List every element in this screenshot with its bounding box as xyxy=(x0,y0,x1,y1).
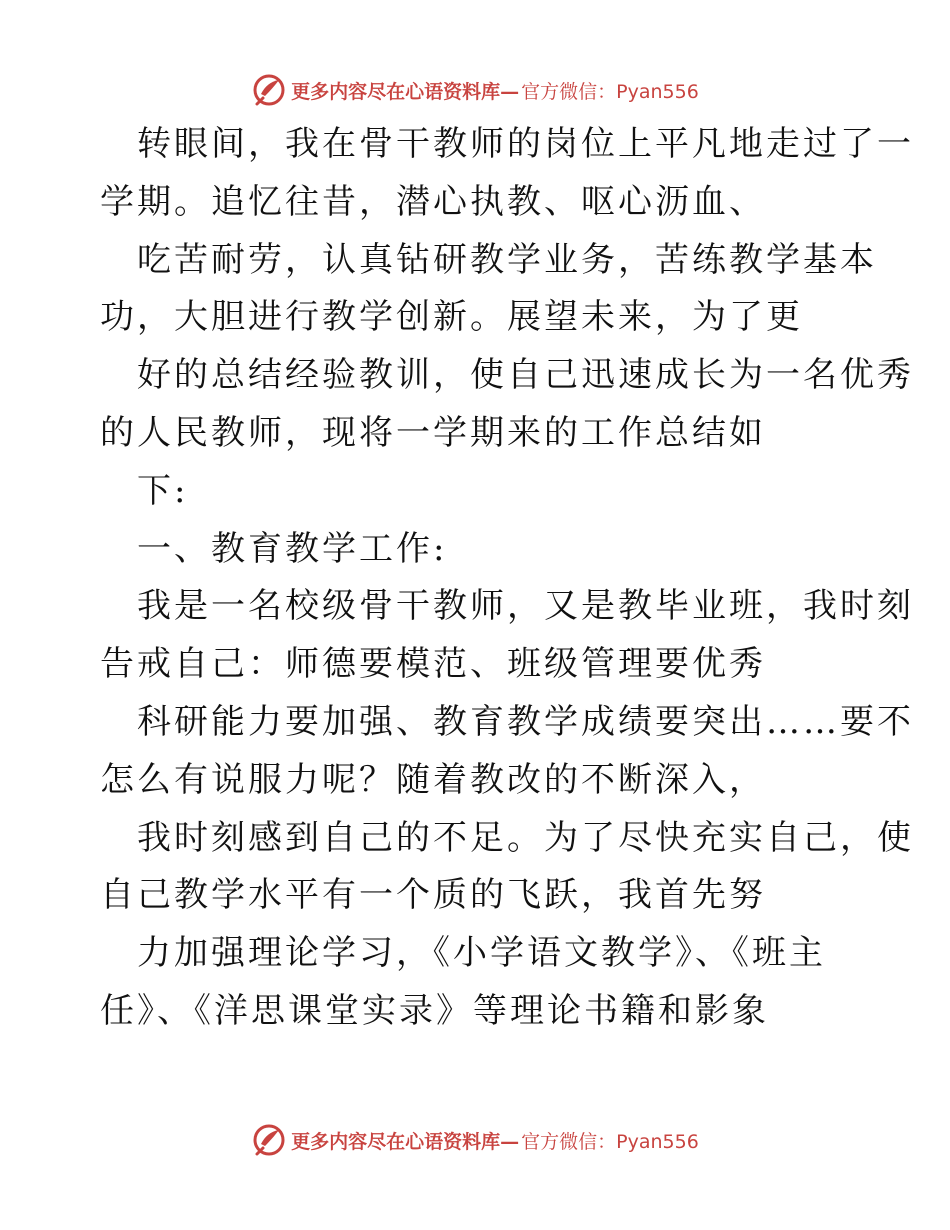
paragraph-line: 我时刻感到自己的不足。为了尽快充实自己，使 xyxy=(137,817,914,858)
watermark-contact: 官方微信：Pyan556 xyxy=(521,80,699,103)
paragraph-line: 自己教学水平有一个质的飞跃，我首先努 xyxy=(100,875,766,916)
paragraph-line: 吃苦耐劳，认真钻研教学业务，苦练教学基本 xyxy=(137,239,877,280)
paragraph-line: 任》、《洋思课堂实录》等理论书籍和影象 xyxy=(100,990,769,1031)
paragraph-line: 怎么有说服力呢？随着教改的不断深入， xyxy=(100,759,766,800)
paragraph-line: 学期。追忆往昔，潜心执教、呕心沥血、 xyxy=(100,181,766,222)
paragraph-line: 告戒自己：师德要模范、班级管理要优秀 xyxy=(100,644,766,685)
paragraph-line: 我是一名校级骨干教师，又是教毕业班，我时刻 xyxy=(137,586,914,627)
paragraph-line: 科研能力要加强、教育教学成绩要突出……要不 xyxy=(137,701,914,742)
paragraph-line: 转眼间，我在骨干教师的岗位上平凡地走过了一 xyxy=(137,124,914,164)
section-heading: 一、教育教学工作: xyxy=(137,528,448,569)
watermark-text: 更多内容尽在心语资料库— xyxy=(291,80,520,103)
watermark-contact: 官方微信：Pyan556 xyxy=(521,1130,699,1153)
footer-watermark xyxy=(0,1120,950,1160)
paragraph-line: 下: xyxy=(137,470,189,511)
header-watermark xyxy=(0,70,950,110)
watermark-logo-icon xyxy=(251,1122,287,1158)
paragraph-line: 的人民教师，现将一学期来的工作总结如 xyxy=(100,412,766,453)
paragraph-line: 功，大胆进行教学创新。展望未来，为了更 xyxy=(100,297,803,338)
paragraph-line: 力加强理论学习，《小学语文教学》、《班主 xyxy=(137,933,826,974)
paragraph-line: 好的总结经验教训，使自己迅速成长为一名优秀 xyxy=(137,355,914,396)
watermark-text: 更多内容尽在心语资料库— xyxy=(291,1130,520,1153)
document-body xyxy=(100,124,914,1049)
watermark-logo-icon xyxy=(251,72,287,108)
